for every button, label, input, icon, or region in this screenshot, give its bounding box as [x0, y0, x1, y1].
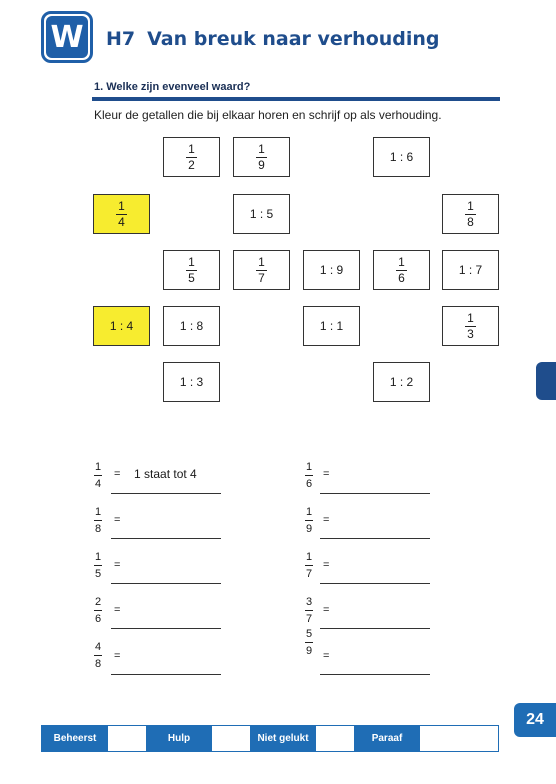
ratio-text: 1 : 9	[319, 263, 344, 277]
ratio-card[interactable]	[163, 306, 220, 346]
mastered-label: Beheerst	[42, 726, 108, 751]
ratio-text: 1 : 5	[249, 207, 274, 221]
denominator: 8	[467, 214, 474, 229]
fraction-card-highlighted[interactable]	[93, 194, 150, 234]
answer-fraction	[305, 596, 313, 625]
ratio-text: 1 : 8	[179, 319, 204, 333]
fraction	[256, 143, 267, 172]
ratio-card[interactable]	[442, 250, 499, 290]
equals-sign: =	[114, 559, 121, 571]
denominator: 5	[94, 565, 102, 580]
answer-fraction	[305, 551, 313, 580]
numerator: 1	[118, 198, 125, 213]
denominator: 2	[188, 157, 195, 172]
failed-checkbox[interactable]	[316, 726, 354, 751]
fraction-card[interactable]	[442, 194, 499, 234]
ratio-card-highlighted[interactable]	[93, 306, 150, 346]
denominator: 7	[305, 565, 313, 580]
ratio-text: 1 : 4	[109, 319, 134, 333]
assessment-bar	[41, 725, 499, 752]
equals-sign: =	[323, 559, 330, 571]
fraction-card[interactable]	[163, 250, 220, 290]
answer-line[interactable]	[111, 674, 221, 675]
answer-text[interactable]: 1 staat tot 4	[134, 467, 197, 481]
chapter-title: Van breuk naar verhouding	[147, 28, 440, 50]
numerator: 5	[306, 628, 313, 640]
fraction	[256, 256, 267, 285]
denominator: 9	[305, 642, 313, 657]
equals-sign: =	[323, 514, 330, 526]
fraction	[186, 143, 197, 172]
equals-sign: =	[323, 650, 330, 662]
ratio-text: 1 : 6	[389, 150, 414, 164]
ratio-text: 1 : 3	[179, 375, 204, 389]
initials-field[interactable]	[420, 726, 498, 751]
fraction	[186, 256, 197, 285]
answer-line[interactable]	[320, 538, 430, 539]
denominator: 9	[258, 157, 265, 172]
ratio-card[interactable]	[373, 362, 430, 402]
page-number: 24	[514, 703, 556, 737]
numerator: 1	[467, 310, 474, 325]
question-title: 1. Welke zijn evenveel waard?	[94, 81, 251, 93]
fraction	[116, 200, 127, 229]
answer-line[interactable]	[111, 628, 221, 629]
help-label: Hulp	[146, 726, 212, 751]
numerator: 1	[306, 506, 313, 518]
numerator: 1	[95, 506, 102, 518]
logo-letter: W	[46, 16, 88, 58]
fraction-card[interactable]	[233, 137, 290, 177]
answer-fraction	[94, 596, 102, 625]
fraction-card[interactable]	[233, 250, 290, 290]
answer-fraction	[94, 506, 102, 535]
denominator: 9	[305, 520, 313, 535]
ratio-card[interactable]	[303, 306, 360, 346]
denominator: 5	[188, 270, 195, 285]
denominator: 4	[118, 214, 125, 229]
chapter-code: H7	[106, 28, 136, 50]
answer-line[interactable]	[320, 674, 430, 675]
answer-line[interactable]	[111, 493, 221, 494]
fraction-card[interactable]	[163, 137, 220, 177]
answer-fraction	[305, 461, 313, 490]
answer-fraction	[94, 551, 102, 580]
page-title	[106, 28, 440, 50]
fraction	[465, 312, 476, 341]
numerator: 1	[306, 461, 313, 473]
equals-sign: =	[323, 604, 330, 616]
denominator: 8	[94, 655, 102, 670]
answer-line[interactable]	[320, 583, 430, 584]
section-tab-marker	[536, 362, 556, 400]
fraction-card[interactable]	[442, 306, 499, 346]
ratio-text: 1 : 7	[458, 263, 483, 277]
denominator: 4	[94, 475, 102, 490]
initials-label: Paraaf	[354, 726, 420, 751]
numerator: 1	[258, 254, 265, 269]
chapter-logo	[41, 11, 93, 63]
failed-label: Niet gelukt	[250, 726, 316, 751]
equals-sign: =	[114, 514, 121, 526]
answer-line[interactable]	[111, 583, 221, 584]
equals-sign: =	[323, 468, 330, 480]
ratio-text: 1 : 1	[319, 319, 344, 333]
fraction	[396, 256, 407, 285]
numerator: 1	[188, 254, 195, 269]
numerator: 1	[306, 551, 313, 563]
help-checkbox[interactable]	[212, 726, 250, 751]
denominator: 7	[305, 610, 313, 625]
question-instruction: Kleur de getallen die bij elkaar horen en schrijf op als verhouding.	[94, 108, 442, 122]
numerator: 1	[188, 141, 195, 156]
answer-line[interactable]	[320, 628, 430, 629]
equals-sign: =	[114, 650, 121, 662]
ratio-card[interactable]	[163, 362, 220, 402]
ratio-card[interactable]	[233, 194, 290, 234]
denominator: 6	[398, 270, 405, 285]
question-divider	[92, 97, 500, 101]
answer-fraction	[94, 461, 102, 490]
answer-fraction	[94, 641, 102, 670]
ratio-text: 1 : 2	[389, 375, 414, 389]
numerator: 3	[306, 596, 313, 608]
numerator: 1	[258, 141, 265, 156]
answer-fraction	[305, 506, 313, 535]
mastered-checkbox[interactable]	[108, 726, 146, 751]
equals-sign: =	[114, 468, 121, 480]
denominator: 3	[467, 326, 474, 341]
numerator: 1	[398, 254, 405, 269]
denominator: 6	[94, 610, 102, 625]
ratio-card[interactable]	[303, 250, 360, 290]
numerator: 4	[95, 641, 102, 653]
numerator: 1	[95, 551, 102, 563]
answer-line[interactable]	[111, 538, 221, 539]
answer-fraction	[305, 628, 313, 657]
numerator: 1	[467, 198, 474, 213]
numerator: 1	[95, 461, 102, 473]
denominator: 6	[305, 475, 313, 490]
ratio-card[interactable]	[373, 137, 430, 177]
denominator: 8	[94, 520, 102, 535]
numerator: 2	[95, 596, 102, 608]
fraction	[465, 200, 476, 229]
answer-line[interactable]	[320, 493, 430, 494]
denominator: 7	[258, 270, 265, 285]
fraction-card[interactable]	[373, 250, 430, 290]
equals-sign: =	[114, 604, 121, 616]
